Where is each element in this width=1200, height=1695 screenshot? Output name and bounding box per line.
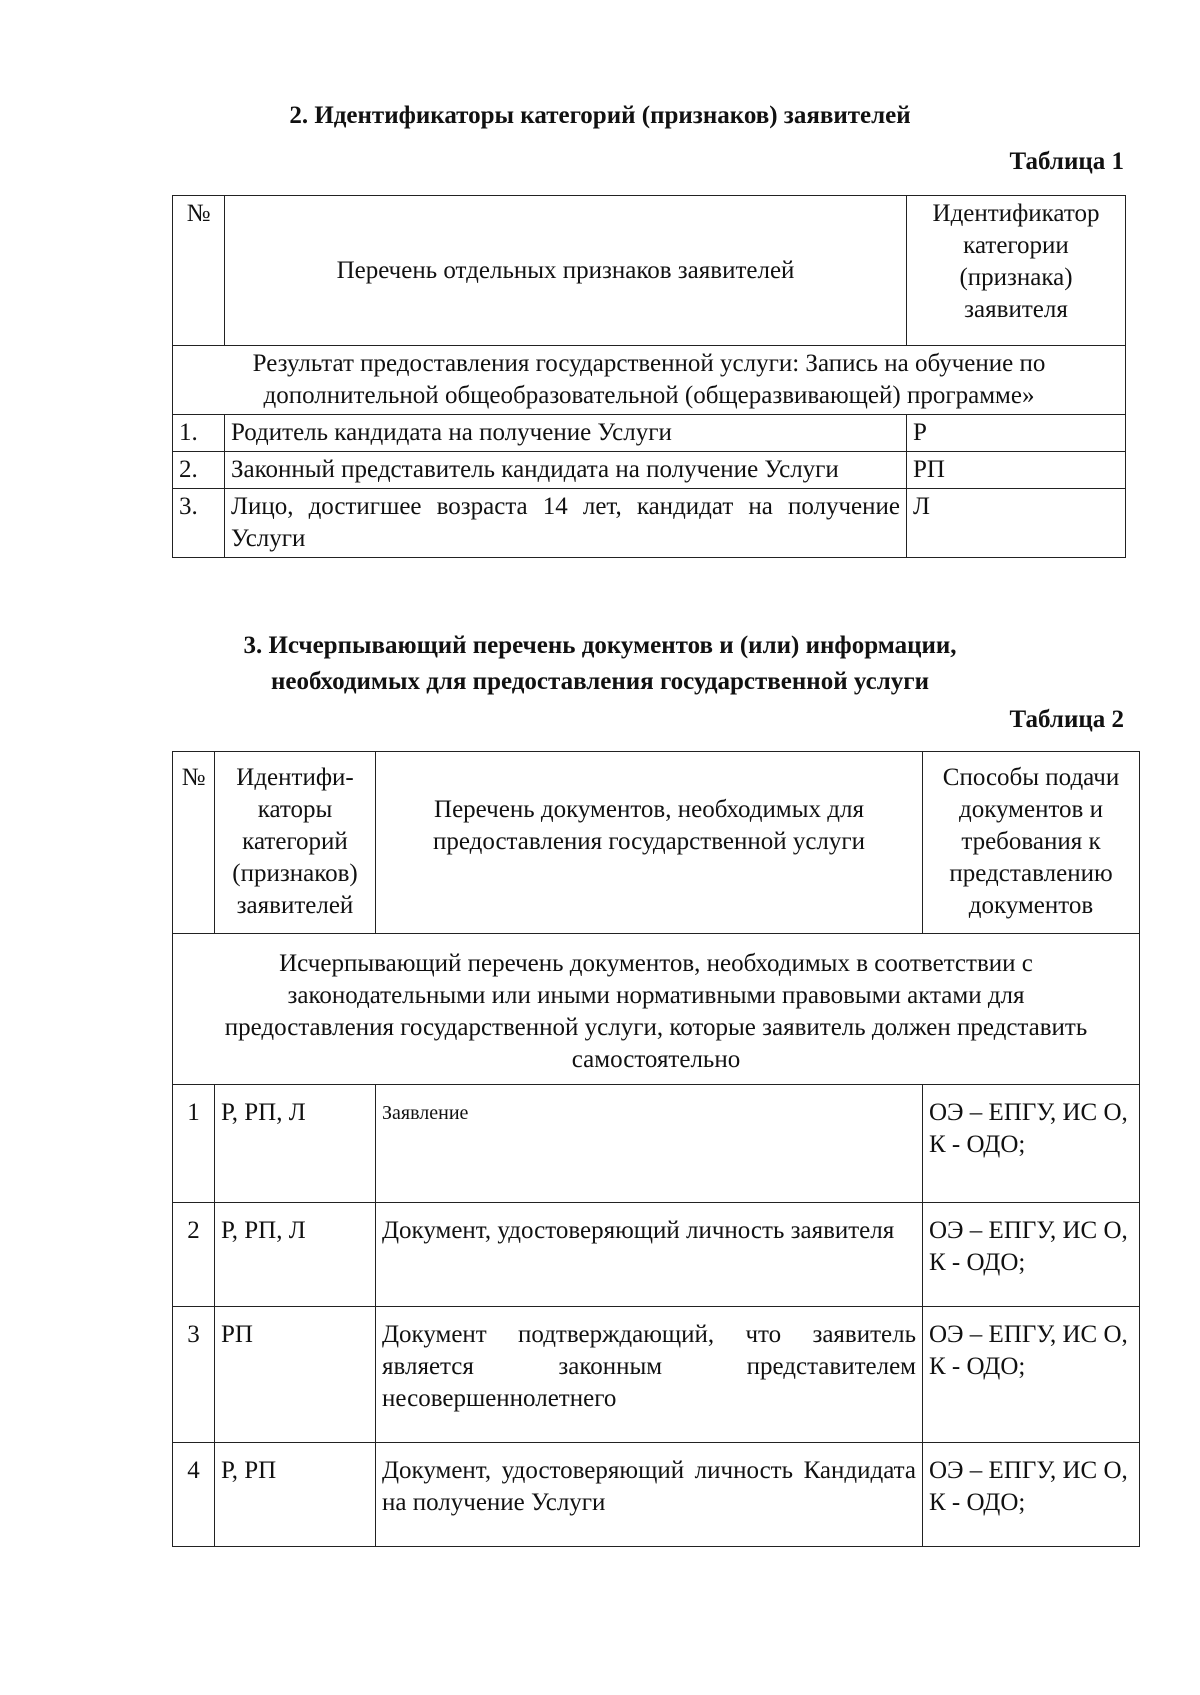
row-text: Законный представитель кандидата на получение Услуги <box>225 452 907 489</box>
row-method: ОЭ – ЕПГУ, ИС О, К - ОДО; <box>923 1443 1140 1547</box>
row-doc: Документ, удостоверяющий личность заявителя <box>376 1203 923 1307</box>
row-text: Лицо, достигшее возраста 14 лет, кандидат на получение Услуги <box>225 489 907 558</box>
table-row <box>173 452 1126 489</box>
section-2-heading: 2. Идентификаторы категорий (признаков) заявителей <box>289 102 911 129</box>
row-num: 4 <box>173 1443 215 1547</box>
row-ids: Р, РП, Л <box>215 1085 376 1203</box>
row-ids: Р, РП <box>215 1443 376 1547</box>
table-row <box>173 1085 1140 1203</box>
row-num: 3 <box>173 1307 215 1443</box>
row-id: РП <box>907 452 1126 489</box>
table-1-header-list: Перечень отдельных признаков заявителей <box>225 196 907 346</box>
table-2-caption: Таблица 2 <box>1009 706 1124 733</box>
row-num: 3. <box>173 489 225 558</box>
table-row <box>173 489 1126 558</box>
section-3-heading-line-1: 3. Исчерпывающий перечень документов и (или) информации, <box>243 632 957 659</box>
table-1-header-num: № <box>173 196 225 346</box>
required-documents-table <box>172 751 1140 1547</box>
table-2-section-row: Исчерпывающий перечень документов, необходимых в соответствии с законодательными или иными нормативными правовыми актами для предоставления государственной услуги, которые заявитель должен представить самостоятельно <box>173 934 1140 1085</box>
table-2-header-docs: Перечень документов, необходимых для предоставления государственной услуги <box>376 752 923 934</box>
row-num: 1 <box>173 1085 215 1203</box>
table-2-header-methods: Способы подачи документов и требования к представлению документов <box>923 752 1140 934</box>
table-2-header-ids: Идентифи-каторы категорий (признаков) заявителей <box>215 752 376 934</box>
row-num: 2. <box>173 452 225 489</box>
table-1-caption: Таблица 1 <box>1009 148 1124 175</box>
table-row <box>173 1203 1140 1307</box>
row-num: 2 <box>173 1203 215 1307</box>
row-method: ОЭ – ЕПГУ, ИС О, К - ОДО; <box>923 1085 1140 1203</box>
table-row <box>173 1443 1140 1547</box>
applicant-categories-table <box>172 195 1126 558</box>
row-doc: Документ, удостоверяющий личность Кандидата на получение Услуги <box>376 1443 923 1547</box>
row-ids: Р, РП, Л <box>215 1203 376 1307</box>
row-doc: Заявление <box>376 1085 923 1203</box>
row-method: ОЭ – ЕПГУ, ИС О, К - ОДО; <box>923 1203 1140 1307</box>
row-id: Р <box>907 415 1126 452</box>
table-row <box>173 415 1126 452</box>
row-doc: Документ подтверждающий, что заявитель является законным представителем несовершеннолетнего <box>376 1307 923 1443</box>
row-id: Л <box>907 489 1126 558</box>
row-num: 1. <box>173 415 225 452</box>
table-1-header-id: Идентификатор категории (признака) заявителя <box>907 196 1126 346</box>
table-row <box>173 1307 1140 1443</box>
section-3-heading-line-2: необходимых для предоставления государственной услуги <box>271 668 929 695</box>
row-method: ОЭ – ЕПГУ, ИС О, К - ОДО; <box>923 1307 1140 1443</box>
table-1-section-row: Результат предоставления государственной услуги: Запись на обучение по дополнительной общеобразовательной (общеразвивающей) программе» <box>173 346 1126 415</box>
table-2-header-num: № <box>173 752 215 934</box>
row-text: Родитель кандидата на получение Услуги <box>225 415 907 452</box>
row-ids: РП <box>215 1307 376 1443</box>
